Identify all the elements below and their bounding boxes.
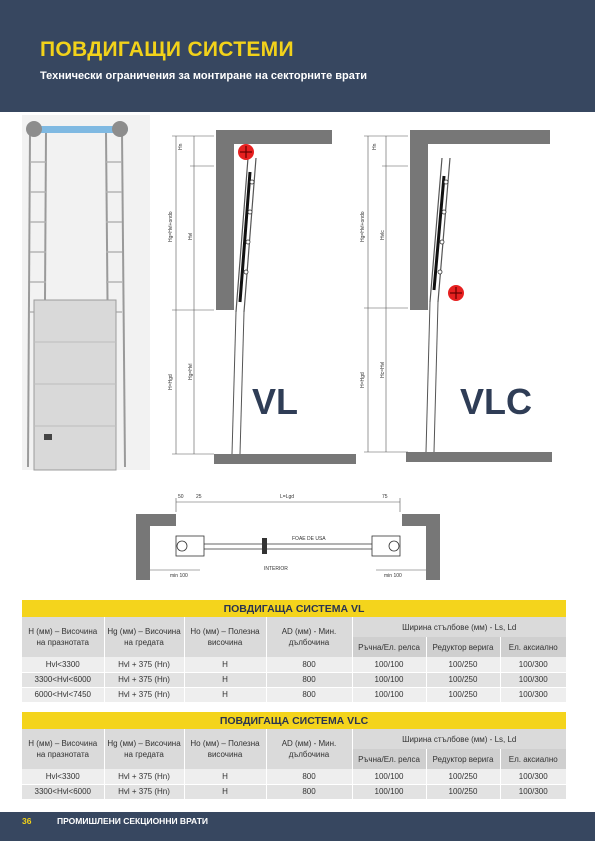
table-row: Hvl<3300 Hvl + 375 (Hn) H 800 100/100 100/250 100/300	[22, 769, 566, 784]
vl-dim-hn: Hn	[178, 143, 184, 150]
subheader-chain: Редуктор верига	[426, 637, 500, 657]
subheader-rail: Ръчна/Ел. релса	[352, 637, 426, 657]
plan-min-left: min 100	[170, 573, 188, 579]
col-header-h: H (мм) – Височина на празнотата	[22, 617, 104, 657]
page-title: ПОВДИГАЩИ СИСТЕМИ	[40, 38, 294, 61]
subheader-axial: Ел. аксиално	[500, 749, 566, 769]
vl-dim-hgd2: Hg=Hvl	[188, 363, 194, 380]
vlc-dim-hgd3: Hc=Hvl	[380, 361, 386, 378]
table-row: 3300<Hvl<6000 Hvl + 375 (Hn) H 800 100/100 100/250 100/300	[22, 672, 566, 687]
table-vl-title: ПОВДИГАЩА СИСТЕМА VL	[22, 600, 566, 617]
plan-axle-label: FOAE DE USA	[292, 536, 326, 542]
page-number: 36	[22, 816, 32, 826]
vlc-dim-hvlc: Hvlc	[380, 230, 386, 240]
vlc-label: VLC	[460, 381, 532, 422]
table-row: 3300<Hvl<6000 Hvl + 375 (Hn) H 800 100/100 100/250 100/300	[22, 784, 566, 799]
vlc-dim-hg: Hg=Hvl+ondo	[360, 211, 366, 242]
plan-dim-50: 50	[178, 494, 184, 500]
subheader-rail: Ръчна/Ел. релса	[352, 749, 426, 769]
col-header-ad: AD (мм) - Мин. дълбочина	[266, 617, 352, 657]
col-header-width: Ширина стълбове (мм) - Ls, Ld	[352, 617, 566, 637]
col-header-width: Ширина стълбове (мм) - Ls, Ld	[352, 729, 566, 749]
col-header-ho: Ho (мм) – Полезна височина	[184, 729, 266, 769]
table-vlc-title: ПОВДИГАЩА СИСТЕМА VLC	[22, 712, 566, 729]
door-photo	[22, 115, 150, 470]
table-row: 6000<Hvl<7450 Hvl + 375 (Hn) H 800 100/100 100/250 100/300	[22, 687, 566, 702]
plan-dim-25: 25	[196, 494, 202, 500]
plan-interior-label: INTERIOR	[264, 566, 288, 572]
vlc-dim-hgd: H=Hgd	[360, 372, 366, 388]
vl-dim-hg: Hg=Hvl+ondo	[168, 211, 174, 242]
col-header-hg: Hg (мм) – Височина на гредата	[104, 729, 184, 769]
table-row: Hvl<3300 Hvl + 375 (Hn) H 800 100/100 100/250 100/300	[22, 657, 566, 672]
vl-label: VL	[252, 381, 299, 422]
vl-dim-hgd: H=Hgd	[168, 374, 174, 390]
table-vl	[22, 600, 566, 703]
footer-label: ПРОМИШЛЕНИ СЕКЦИОННИ ВРАТИ	[57, 816, 209, 826]
plan-min-right: min 100	[384, 573, 402, 579]
plan-view-diagram	[136, 498, 440, 580]
table-vlc	[22, 712, 566, 800]
subheader-chain: Редуктор верига	[426, 749, 500, 769]
col-header-ad: AD (мм) - Мин. дълбочина	[266, 729, 352, 769]
subheader-axial: Ел. аксиално	[500, 637, 566, 657]
vl-dim-hvl: Hvl	[188, 232, 194, 240]
col-header-ho: Ho (мм) – Полезна височина	[184, 617, 266, 657]
col-header-hg: Hg (мм) – Височина на гредата	[104, 617, 184, 657]
technical-drawing	[0, 112, 595, 592]
page-subtitle: Технически ограничения за монтиране на секторните врати	[40, 70, 368, 82]
plan-dim-75: 75	[382, 494, 388, 500]
col-header-h: H (мм) – Височина на празнотата	[22, 729, 104, 769]
plan-dim-l: L=Lgd	[280, 494, 295, 500]
vlc-dim-hn: Hn	[372, 143, 378, 150]
